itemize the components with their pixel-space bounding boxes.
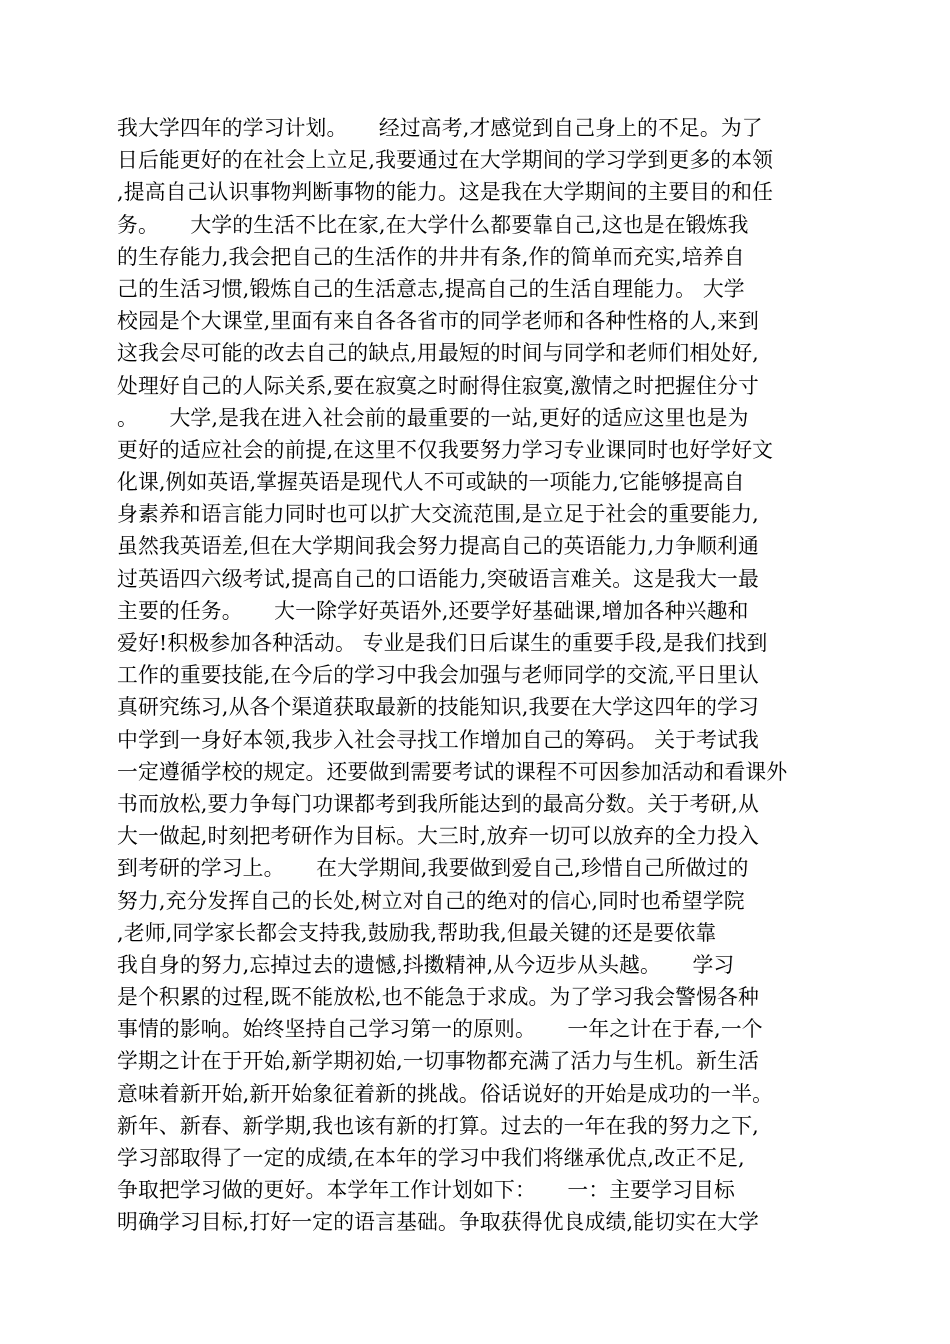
text-line: ,老师,同学家长都会支持我,鼓励我,帮助我,但最关键的还是要依靠 (117, 920, 717, 945)
text-line: 这我会尽可能的改去自己的缺点,用最短的时间与同学和老师们相处好, (117, 341, 759, 366)
text-line: 是个积累的过程,既不能放松,也不能急于求成。为了学习我会警惕各种 (117, 985, 759, 1010)
text-line: 中学到一身好本领,我步入社会寻找工作增加自己的筹码。 关于考试我 (117, 727, 759, 752)
text-line: 意味着新开始,新开始象征着新的挑战。俗话说好的开始是成功的一半。 (117, 1081, 774, 1106)
text-line: 争取把学习做的更好。本学年工作计划如下： 一：主要学习目标 (117, 1178, 736, 1203)
text-line: 爱好!积极参加各种活动。 专业是我们日后谋生的重要手段,是我们找到 (117, 631, 768, 655)
text-line: 新年、新春、新学期,我也该有新的打算。过去的一年在我的努力之下, (117, 1113, 759, 1138)
text-line: 的生存能力,我会把自己的生活作的井井有条,作的简单而充实,培养自 (117, 244, 745, 269)
text-line: 化课,例如英语,掌握英语是现代人不可或缺的一项能力,它能够提高自 (117, 470, 745, 495)
text-line: 学习部取得了一定的成绩,在本年的学习中我们将继承优点,改正不足, (117, 1146, 745, 1170)
body-text (117, 112, 847, 1239)
text-line: 我自身的努力,忘掉过去的遗憾,抖擞精神,从今迈步从头越。 学习 (117, 952, 735, 977)
text-line: 事情的影响。始终坚持自己学习第一的原则。 一年之计在于春,一个 (117, 1017, 763, 1042)
text-line: 我大学四年的学习计划。 经过高考,才感觉到自己身上的不足。为了 (117, 116, 763, 140)
text-line: 过英语四六级考试,提高自己的口语能力,突破语言难关。这是我大一最 (117, 566, 759, 591)
text-line: 大一做起,时刻把考研作为目标。大三时,放弃一切可以放弃的全力投入 (117, 824, 759, 849)
text-line: 真研究练习,从各个渠道获取最新的技能知识,我要在大学这四年的学习 (117, 695, 759, 720)
text-line: 。 大学,是我在进入社会前的最重要的一站,更好的适应这里也是为 (117, 405, 749, 430)
text-line: 一定遵循学校的规定。还要做到需要考试的课程不可因参加活动和看课外 (117, 759, 788, 784)
text-line: 校园是个大课堂,里面有来自各各省市的同学老师和各种性格的人,来到 (117, 309, 759, 334)
text-line: 努力,充分发挥自己的长处,树立对自己的绝对的信心,同时也希望学院 (117, 888, 745, 913)
text-line: 明确学习目标,打好一定的语言基础。争取获得优良成绩,能切实在大学 (117, 1210, 759, 1235)
text-line: ,提高自己认识事物判断事物的能力。这是我在大学期间的主要目的和任 (117, 180, 774, 205)
text-line: 主要的任务。 大一除学好英语外,还要学好基础课,增加各种兴趣和 (117, 598, 749, 623)
text-line: 务。 大学的生活不比在家,在大学什么都要靠自己,这也是在锻炼我 (117, 212, 749, 237)
text-line: 己的生活习惯,锻炼自己的生活意志,提高自己的生活自理能力。 大学 (117, 276, 745, 301)
text-line: 身素养和语言能力同时也可以扩大交流范围,是立足于社会的重要能力, (117, 502, 759, 527)
text-line: 到考研的学习上。 在大学期间,我要做到爱自己,珍惜自己所做过的 (117, 856, 749, 881)
text-line: 处理好自己的人际关系,要在寂寞之时耐得住寂寞,激情之时把握住分寸 (117, 373, 759, 398)
text-line: 学期之计在于开始,新学期初始,一切事物都充满了活力与生机。新生活 (117, 1049, 759, 1074)
text-line: 日后能更好的在社会上立足,我要通过在大学期间的学习学到更多的本领 (117, 148, 774, 173)
text-line: 更好的适应社会的前提,在这里不仅我要努力学习专业课同时也好学好文 (117, 437, 774, 462)
text-line: 书而放松,要力争每门功课都考到我所能达到的最高分数。关于考研,从 (117, 791, 759, 816)
text-line: 工作的重要技能,在今后的学习中我会加强与老师同学的交流,平日里认 (117, 663, 759, 688)
text-line: 虽然我英语差,但在大学期间我会努力提高自己的英语能力,力争顺利通 (117, 534, 759, 559)
